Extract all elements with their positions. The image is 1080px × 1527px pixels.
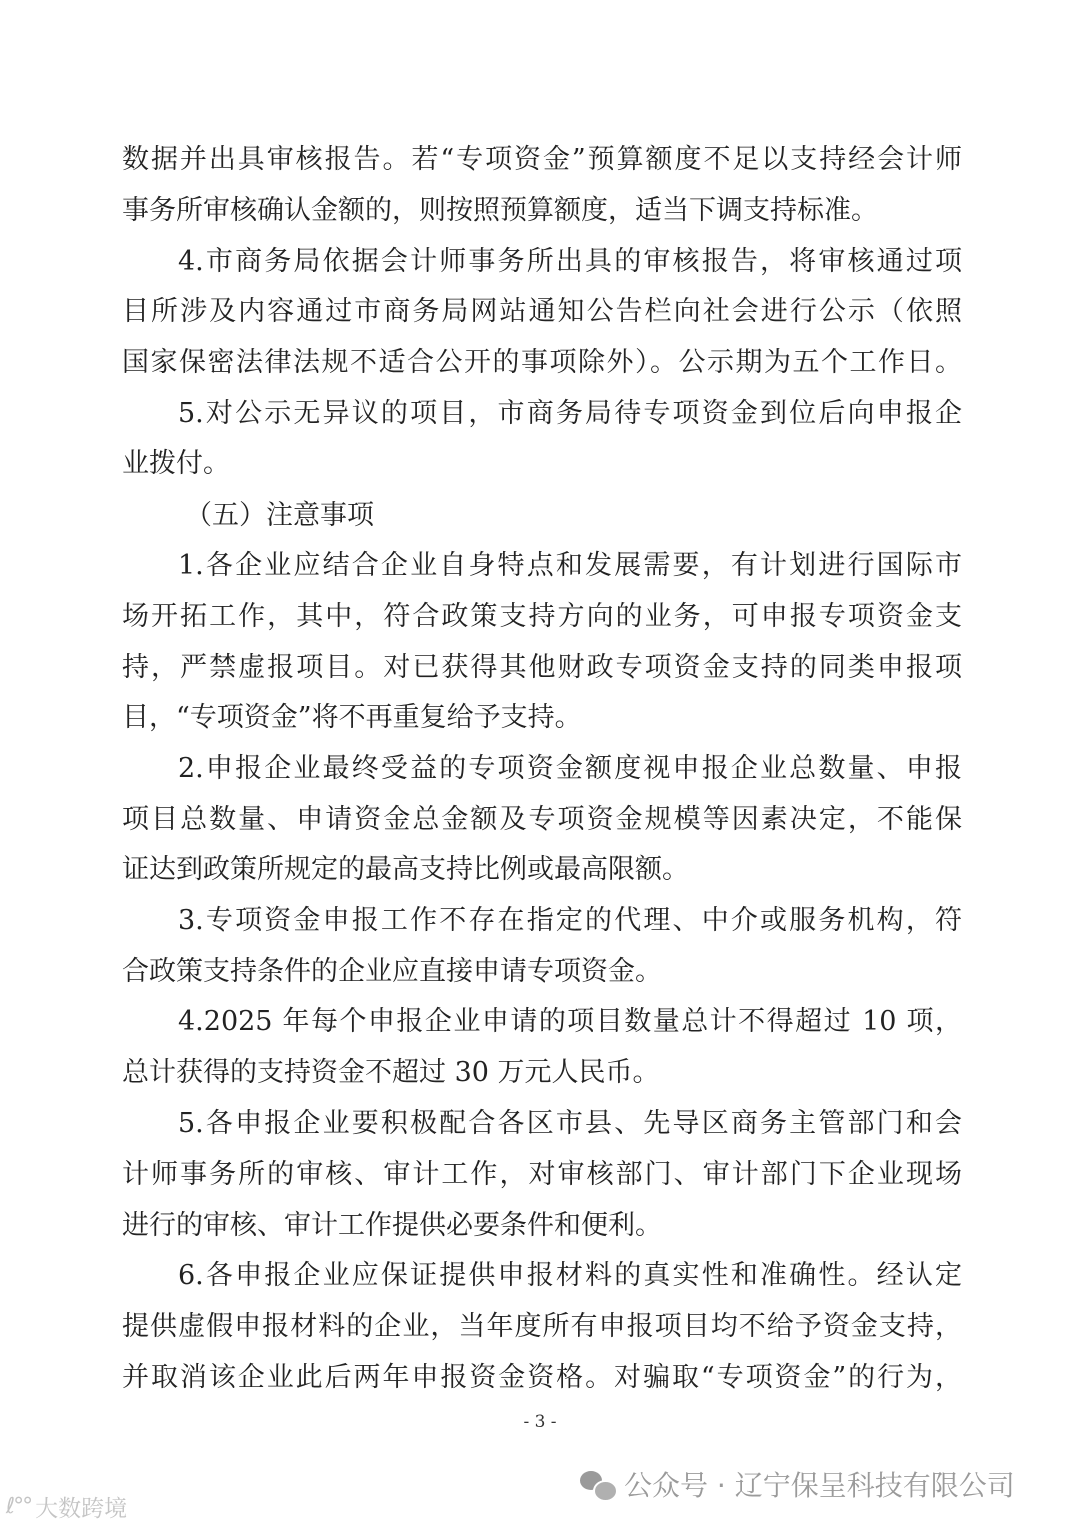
text-line: 2.申报企业最终受益的专项资金额度视申报企业总数量、申报 — [178, 753, 962, 784]
wechat-watermark — [580, 1464, 1015, 1504]
text-line: 数据并出具审核报告。若“专项资金”预算额度不足以支持经会计师 — [122, 144, 962, 175]
text-line: 3.专项资金申报工作不存在指定的代理、中介或服务机构，符 — [178, 905, 962, 936]
text-line: 事务所审核确认金额的，则按照预算额度，适当下调支持标准。 — [122, 195, 878, 226]
text-line: 提供虚假申报材料的企业，当年度所有申报项目均不给予资金支持， — [122, 1311, 962, 1342]
section-heading: （五）注意事项 — [185, 500, 374, 531]
text-line: 6.各申报企业应保证提供申报材料的真实性和准确性。经认定 — [178, 1260, 962, 1291]
text-line: 1.各企业应结合企业自身特点和发展需要，有计划进行国际市 — [178, 550, 962, 581]
text-line: 业拨付。 — [122, 448, 230, 479]
text-line: 场开拓工作，其中，符合政策支持方向的业务，可申报专项资金支 — [122, 601, 962, 632]
text-line: 项目总数量、申请资金总金额及专项资金规模等因素决定，不能保 — [122, 804, 962, 835]
text-line: 进行的审核、审计工作提供必要条件和便利。 — [122, 1210, 662, 1241]
text-line: 合政策支持条件的企业应直接申请专项资金。 — [122, 956, 662, 987]
brand-name: 大数跨境 — [35, 1496, 128, 1522]
wechat-account-name: 公众号 · 辽宁保呈科技有限公司 — [624, 1469, 1015, 1502]
brand-logo-icon: ℓ°° — [6, 1494, 32, 1519]
text-line: 5.各申报企业要积极配合各区市县、先导区商务主管部门和会 — [178, 1108, 962, 1139]
text-line: 目，“专项资金”将不再重复给予支持。 — [122, 702, 582, 733]
text-line: 并取消该企业此后两年申报资金资格。对骗取“专项资金”的行为， — [122, 1362, 962, 1393]
text-line: 5.对公示无异议的项目，市商务局待专项资金到位后向申报企 — [178, 398, 962, 429]
wechat-icon — [580, 1469, 616, 1499]
text-line: 总计获得的支持资金不超过 30 万元人民币。 — [122, 1057, 660, 1088]
page-number: - 3 - — [523, 1412, 557, 1432]
text-line: 证达到政策所规定的最高支持比例或最高限额。 — [122, 854, 689, 885]
text-line: 持，严禁虚报项目。对已获得其他财政专项资金支持的同类申报项 — [122, 652, 962, 683]
text-line: 4.市商务局依据会计师事务所出具的审核报告，将审核通过项 — [178, 246, 962, 277]
text-line: 计师事务所的审核、审计工作，对审核部门、审计部门下企业现场 — [122, 1159, 962, 1190]
text-line: 目所涉及内容通过市商务局网站通知公告栏向社会进行公示（依照 — [122, 296, 962, 327]
text-line: 国家保密法律法规不适合公开的事项除外）。公示期为五个工作日。 — [122, 347, 962, 378]
text-line: 4.2025 年每个申报企业申请的项目数量总计不得超过 10 项， — [178, 1006, 962, 1037]
brand-watermark — [6, 1490, 127, 1523]
